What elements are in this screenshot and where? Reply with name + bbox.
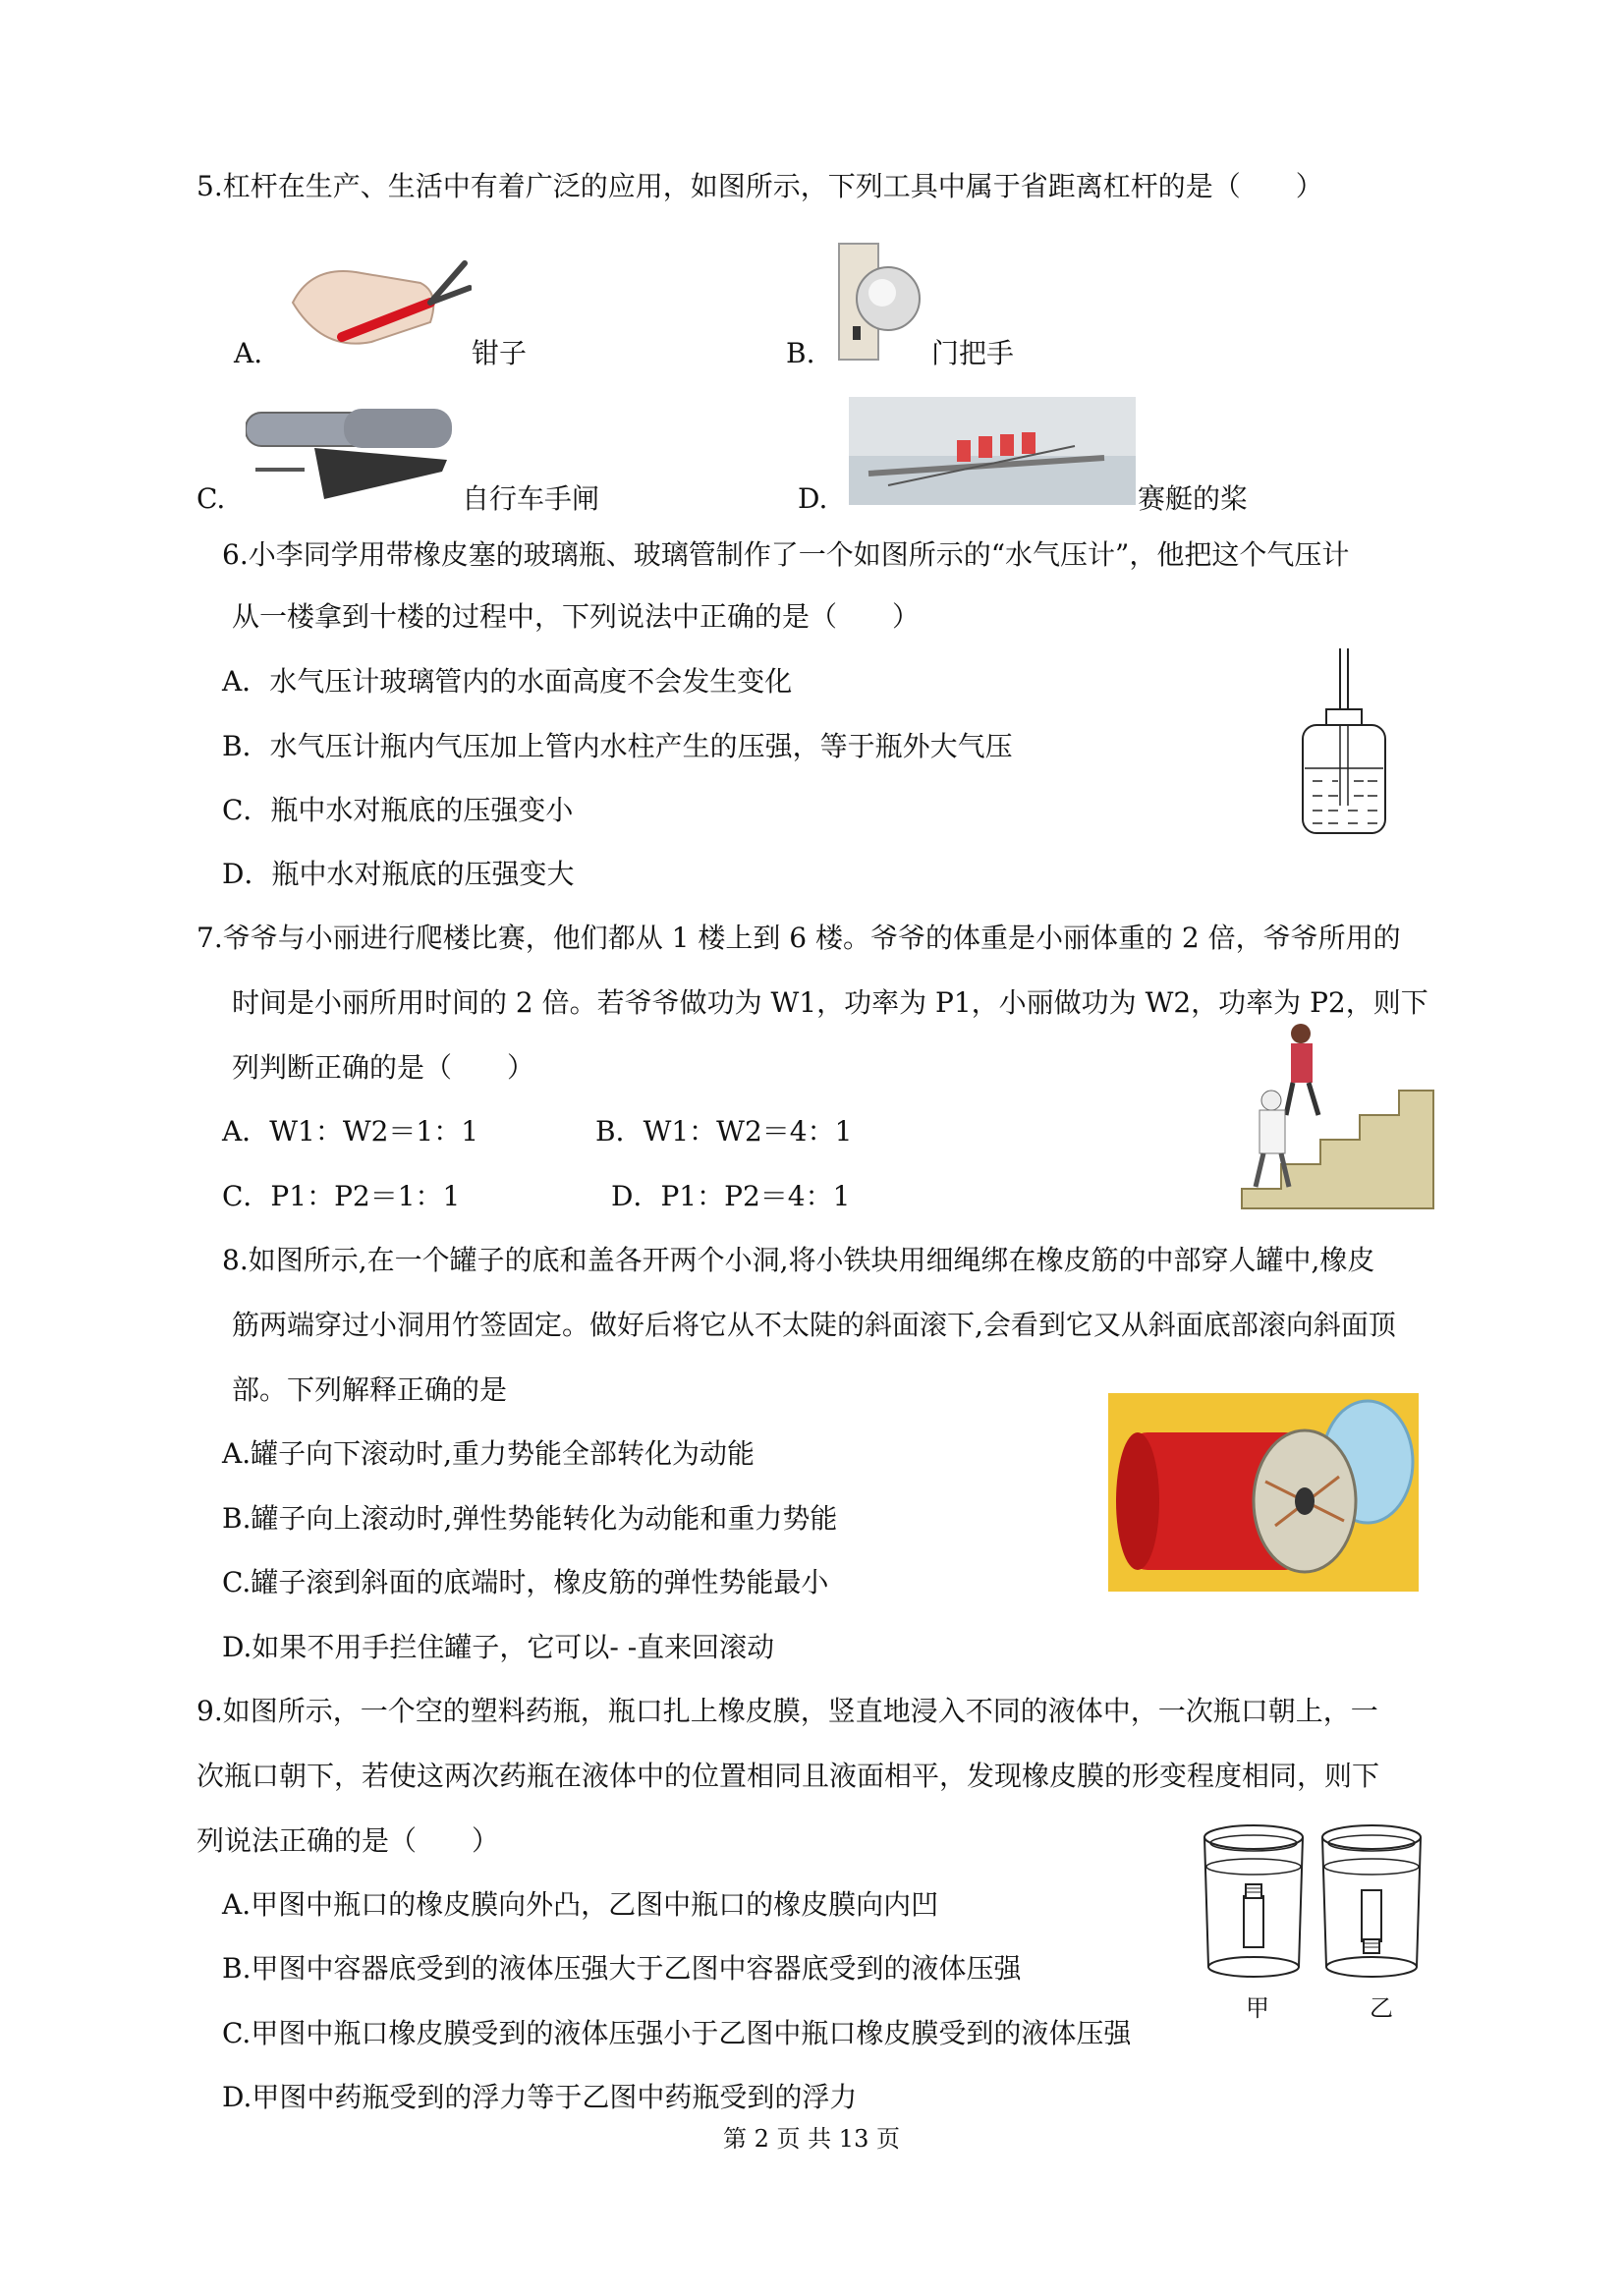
q9-option-a: A.甲图中瓶口的橡皮膜向外凸，乙图中瓶口的橡皮膜向内凹	[222, 1888, 939, 1921]
rolling-can-image	[1108, 1393, 1419, 1592]
rowing-boat-image	[849, 397, 1136, 505]
q8-option-c: C.罐子滚到斜面的底端时，橡皮筋的弹性势能最小	[222, 1566, 829, 1598]
q9-option-d: D.甲图中药瓶受到的浮力等于乙图中药瓶受到的浮力	[222, 2081, 858, 2113]
door-handle-image	[837, 242, 927, 362]
q8-stem-line2: 筋两端穿过小洞用竹签固定。做好后将它从不太陡的斜面滚下,会看到它又从斜面底部滚向斜面顶	[232, 1309, 1396, 1341]
q6-stem-line1: 6.小李同学用带橡皮塞的玻璃瓶、玻璃管制作了一个如图所示的“水气压计”，他把这个气压计	[222, 538, 1350, 571]
q5-option-a-label: 钳子	[472, 337, 528, 369]
water-barometer-diagram	[1299, 648, 1389, 837]
q7-option-b: B．W1：W2＝4：1	[595, 1115, 853, 1148]
q9-stem-line2: 次瓶口朝下，若使这两次药瓶在液体中的位置相同且液面相平，发现橡皮膜的形变程度相同，则下	[196, 1760, 1380, 1792]
stair-climbing-image	[1232, 1022, 1440, 1214]
q5-option-b-label: 门把手	[931, 337, 1015, 369]
q5-option-d-label: 赛艇的桨	[1138, 482, 1249, 515]
pliers-image	[283, 244, 472, 365]
q5-option-a-letter: A.	[234, 337, 263, 369]
figure-label-yi: 乙	[1370, 1994, 1393, 2022]
q7-option-a: A．W1：W2＝1：1	[222, 1115, 479, 1148]
q9-stem-line3: 列说法正确的是（ ）	[196, 1824, 500, 1857]
q5-option-d-letter: D.	[798, 482, 828, 515]
q6-option-c: C．瓶中水对瓶底的压强变小	[222, 794, 574, 826]
q7-option-d: D．P1：P2＝4：1	[611, 1180, 851, 1212]
q6-option-a: A．水气压计玻璃管内的水面高度不会发生变化	[222, 665, 793, 698]
medicine-bottle-diagram	[1191, 1821, 1430, 1994]
q9-option-b: B.甲图中容器底受到的液体压强大于乙图中容器底受到的液体压强	[222, 1952, 1022, 1985]
q5-option-c-label: 自行车手闸	[462, 482, 600, 515]
page-footer: 第 2 页 共 13 页	[723, 2125, 900, 2153]
q5-option-c-letter: C.	[196, 482, 226, 515]
q6-option-d: D．瓶中水对瓶底的压强变大	[222, 858, 575, 890]
q7-stem-line1: 7.爷爷与小丽进行爬楼比赛，他们都从 1 楼上到 6 楼。爷爷的体重是小丽体重的 2 倍，爷爷所用的	[196, 922, 1401, 954]
q8-option-d: D.如果不用手拦住罐子，它可以- -直来回滚动	[222, 1631, 775, 1663]
bicycle-brake-image	[246, 401, 454, 507]
q9-stem-line1: 9.如图所示，一个空的塑料药瓶，瓶口扎上橡皮膜，竖直地浸入不同的液体中，一次瓶口朝上，一	[196, 1695, 1378, 1727]
q9-option-c: C.甲图中瓶口橡皮膜受到的液体压强小于乙图中瓶口橡皮膜受到的液体压强	[222, 2017, 1132, 2049]
q7-stem-line2: 时间是小丽所用时间的 2 倍。若爷爷做功为 W1，功率为 P1，小丽做功为 W2，功率为 P2，则下	[232, 986, 1428, 1019]
q6-option-b: B．水气压计瓶内气压加上管内水柱产生的压强，等于瓶外大气压	[222, 730, 1013, 762]
q5-option-b-letter: B.	[786, 337, 815, 369]
q8-stem-line1: 8.如图所示,在一个罐子的底和盖各开两个小洞,将小铁块用细绳绑在橡皮筋的中部穿人罐中,橡皮	[222, 1244, 1375, 1276]
q8-stem-line3: 部。下列解释正确的是	[232, 1373, 508, 1406]
q8-option-a: A.罐子向下滚动时,重力势能全部转化为动能	[222, 1437, 756, 1470]
q8-option-b: B.罐子向上滚动时,弹性势能转化为动能和重力势能	[222, 1502, 838, 1535]
figure-label-jia: 甲	[1246, 1994, 1269, 2022]
q5-stem: 5.杠杆在生产、生活中有着广泛的应用，如图所示，下列工具中属于省距离杠杆的是（ ）	[196, 170, 1323, 202]
q7-option-c: C．P1：P2＝1：1	[222, 1180, 461, 1212]
q6-stem-line2: 从一楼拿到十楼的过程中，下列说法中正确的是（ ）	[232, 600, 921, 633]
q7-stem-line3: 列判断正确的是（ ）	[232, 1051, 535, 1084]
